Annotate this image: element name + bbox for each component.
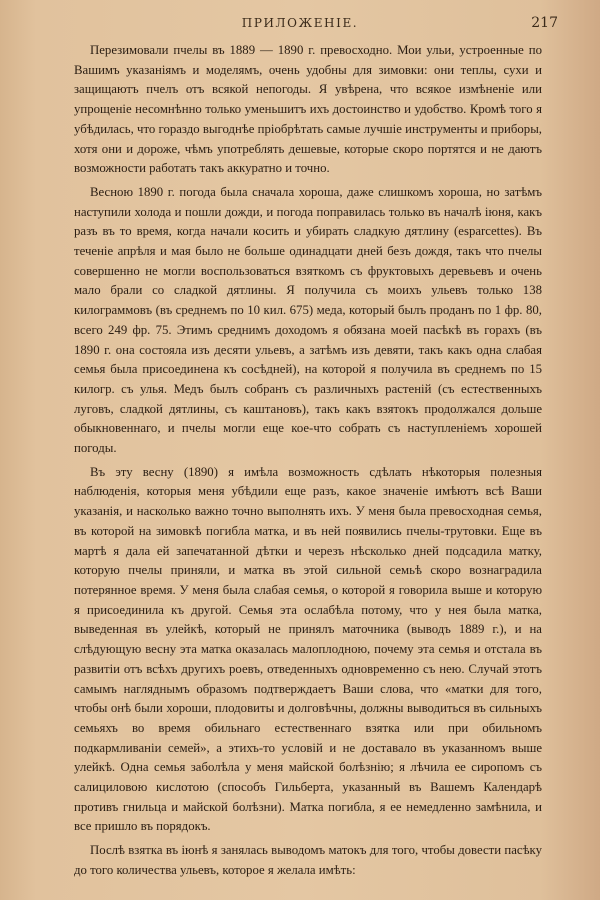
running-header (0, 16, 600, 34)
paragraph-2: Весною 1890 г. погода была сначала хороша, даже слишкомъ хороша, но затѣмъ наступили холода и пошли дожди, и погода поправилась только въ началѣ іюня, какъ разъ въ то время, когда начали косить и убирать сладкую дятлину (esparcettes). Въ теченіе апрѣля и мая было не больше одинадцати дней безъ дождя, такъ что пчелы совершенно не могли воспользоваться взяткомъ съ фруктовыхъ деревьевъ и очень мало брали со сладкой дятлины. Я получила съ моихъ ульевъ только 138 килограммовъ (въ среднемъ по 10 кил. 675) меда, который былъ проданъ по 1 фр. 80, всего 249 фр. 75. Этимъ среднимъ доходомъ я обязана моей пасѣкѣ въ горахъ (въ 1890 г. она состояла изъ десяти ульевъ, а затѣмъ изъ девяти, такъ какъ одна слабая семья была присоединена къ сосѣдней), на которой я получила въ среднемъ по 15 килогр. съ улья. Медъ былъ собранъ съ различныхъ растеній (съ естественныхъ луговъ, сладкой дятлины, съ каштановъ), такъ какъ взятокъ продолжался дольше обыкновеннаго, и пчелы могли еще кое-что собрать съ наступленіемъ хорошей погоды. (74, 184, 542, 456)
paragraph-1: Перезимовали пчелы въ 1889 — 1890 г. превосходно. Мои ульи, устроенные по Вашимъ указаніямъ и моделямъ, очень удобны для зимовки: они теплы, сухи и защищаютъ пчелъ отъ всякой непогоды. Я увѣрена, что всякое измѣненіе или упрощеніе несомнѣнно только уменьшитъ ихъ достоинство и удобство. Кромѣ того я убѣдилась, что гораздо выгоднѣе пріобрѣтать самые лучшіе инструменты и приборы, хотя они и дороже, чѣмъ употреблять дешевые, которые скоро портятся и не даютъ возможности работать такъ аккуратно и точно. (74, 43, 542, 176)
section-title: ПРИЛОЖЕНІЕ. (241, 16, 359, 30)
page-number: 217 (531, 15, 558, 31)
paragraph-4: Послѣ взятка въ іюнѣ я занялась выводомъ матокъ для того, чтобы довести пасѣку до того количества ульевъ, которое я желала имѣть: (74, 843, 542, 877)
paragraph-3: Въ эту весну (1890) я имѣла возможность сдѣлать нѣкоторыя полезныя наблюденія, которыя меня убѣдили еще разъ, какое значеніе имѣютъ всѣ Ваши указанія, и насколько важно точно выполнять ихъ. У меня была превосходная семья, въ которой на зимовкѣ погибла матка, и въ ней появились пчелы-трутовки. Еще въ мартѣ я дала ей запечатанной дѣтки и черезъ нѣсколько дней подсадила матку, которую пчелы приняли, и матка въ этой сильной семьѣ скоро вознаградила потерянное время. У меня была слабая семья, о которой я говорила выше и которую я присоединила къ другой. Семья эта ослабѣла потому, что у нея была матка, выведенная въ улейкѣ, который не принялъ маточника (выводъ 1889 г.), и на слѣдующую весну эта матка оказалась малоплодною, почему эта семья и отстала въ развитіи отъ всѣхъ другихъ роевъ, отведенныхъ одновременно съ нею. Случай этотъ самымъ нагляднымъ образомъ подтверждаетъ Ваши слова, что «матки для того, чтобы онѣ были хороши, плодовиты и долговѣчны, должны выводиться въ сильныхъ семьяхъ во время обильнаго естественнаго взятка или при обильномъ подкармливаніи семей», а этихъ-то условій и не доставало въ указанномъ выше улейкѣ. Одна семья заболѣла у меня майской болѣзнію; я лѣчила ее сиропомъ съ салициловою кислотою (способъ Гильберта, указанный въ Вашемъ Календарѣ противъ гнильца и майской болѣзни). Матка погибла, я ее немедленно замѣнила, и все пришло въ порядокъ. (74, 464, 542, 834)
page-body (74, 41, 542, 881)
